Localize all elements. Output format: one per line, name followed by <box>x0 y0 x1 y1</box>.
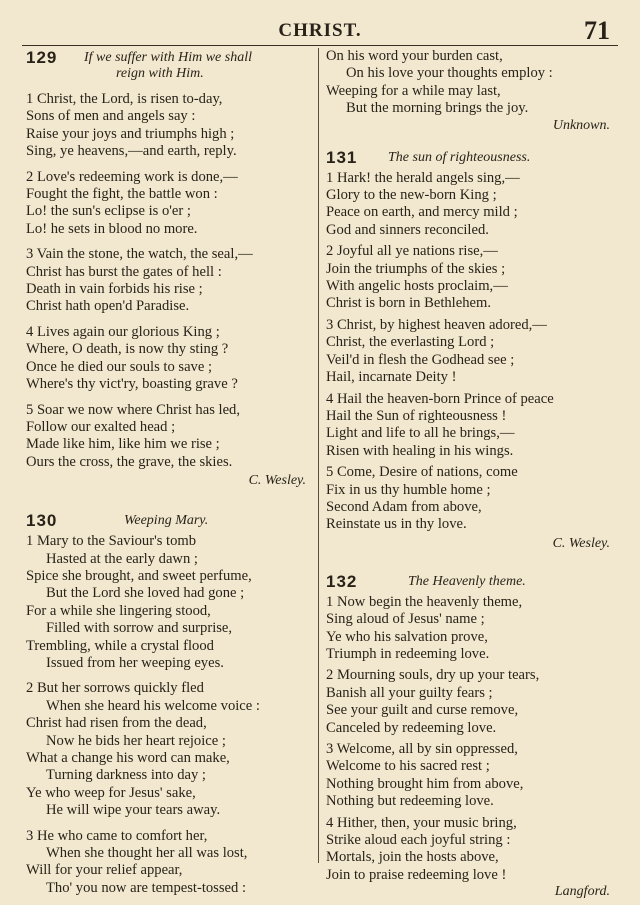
verse-5: 5 Soar we now where Christ has led, Follow our exalted head ; Made like him, like him we rise ; Ours the cross, the grave, the skies. <box>26 401 240 470</box>
hymn-129 <box>26 48 312 489</box>
hymn-131 <box>326 148 616 552</box>
hymn-attribution: C. Wesley. <box>552 535 610 551</box>
verse-2: 2 But her sorrows quickly fled When she heard his welcome voice : Christ had risen from the dead, Now he bids her heart rejoice ; What a change his word can make, Turning darkness into day ; Ye who weep for Jesus' sake, He will wipe your tears away. <box>26 680 260 819</box>
verse-2: 2 Love's redeeming work is done,— Fought the fight, the battle won : Lo! the sun's eclipse is o'er ; Lo! he sets in blood no more. <box>26 168 238 237</box>
hymn-title: The Heavenly theme. <box>408 573 526 589</box>
hymn-attribution: Langford. <box>554 884 610 900</box>
verse-1: 1 Mary to the Saviour's tomb Hasted at the early dawn ; Spice she brought, and sweet perfume, But the Lord she loved had gone ; For a while she lingering stood, Filled with sorrow and surprise, Trembling, while a crystal flood Issued from her weeping eyes. <box>26 533 252 671</box>
hymn-number: 131 <box>326 147 358 167</box>
column-divider <box>318 48 319 863</box>
header-rule <box>22 45 618 46</box>
page-number: 71 <box>584 16 610 45</box>
hymn-attribution: Unknown. <box>552 117 610 133</box>
verse-2: 2 Joyful all ye nations rise,— Join the triumphs of the skies ; With angelic hosts proclaim,— Christ is born in Bethlehem. <box>326 243 508 312</box>
hymn-title-continued: reign with Him. <box>116 66 204 81</box>
hymn-title: If we suffer with Him we shall <box>84 50 252 65</box>
verse-3: 3 Welcome, all by sin oppressed, Welcome to his sacred rest ; Nothing brought him from above, Nothing but redeeming love. <box>326 741 524 810</box>
page-header <box>0 18 640 46</box>
verse-1: 1 Hark! the herald angels sing,— Glory to the new-born King ; Peace on earth, and mercy mild ; God and sinners reconciled. <box>326 169 520 238</box>
hymn-number: 129 <box>26 48 58 67</box>
left-column <box>26 48 312 905</box>
verse-4: 4 Hither, then, your music bring, Strike aloud each joyful string : Mortals, join the hosts above, Join to praise redeeming love ! <box>326 814 517 883</box>
hymn-132 <box>326 572 616 901</box>
verse-4: 4 Lives again our glorious King ; Where, O death, is now thy sting ? Once he died our souls to save ; Where's thy vict'ry, boasting grave ? <box>26 323 238 393</box>
verse-5: 5 Come, Desire of nations, come Fix in us thy humble home ; Second Adam from above, Reinstate us in thy love. <box>326 464 518 533</box>
verse-3: 3 He who came to comfort her, When she thought her all was lost, Will for your relief appear, Tho' you now are tempest-tossed : <box>26 827 248 896</box>
hymn-title: The sun of righteousness. <box>388 149 531 165</box>
verse-1: 1 Christ, the Lord, is risen to-day, Sons of men and angels say : Raise your joys and triumphs high ; Sing, ye heavens,—and earth, reply. <box>26 91 237 160</box>
page-title: CHRIST. <box>278 20 362 41</box>
verse-1: 1 Now begin the heavenly theme, Sing aloud of Jesus' name ; Ye who his salvation prove, Triumph in redeeming love. <box>326 593 523 662</box>
hymn-130-continued: On his word your burden cast, On his love your thoughts employ : Weeping for a while may last, But the morning brings the joy. Unknown. <box>326 48 616 134</box>
verse-3: 3 Vain the stone, the watch, the seal,— Christ has burst the gates of hell : Death in vain forbids his rise ; Christ hath open'd Paradise. <box>26 246 253 315</box>
hymn-number: 130 <box>26 511 58 531</box>
verse-2: 2 Mourning souls, dry up your tears, Banish all your guilty fears ; See your guilt and curse remove, Canceled by redeeming love. <box>326 667 540 736</box>
hymn-number: 132 <box>326 571 358 591</box>
hymn-attribution: C. Wesley. <box>248 473 306 489</box>
hymn-130 <box>26 511 312 897</box>
verse-4: 4 Hail the heaven-born Prince of peace Hail the Sun of righteousness ! Light and life to all he brings,— Risen with healing in his wings. <box>326 390 554 459</box>
right-column <box>326 48 616 900</box>
hymn-title: Weeping Mary. <box>124 513 209 529</box>
verse-3: 3 Christ, by highest heaven adored,— Christ, the everlasting Lord ; Veil'd in flesh the Godhead see ; Hail, incarnate Deity ! <box>326 316 547 386</box>
